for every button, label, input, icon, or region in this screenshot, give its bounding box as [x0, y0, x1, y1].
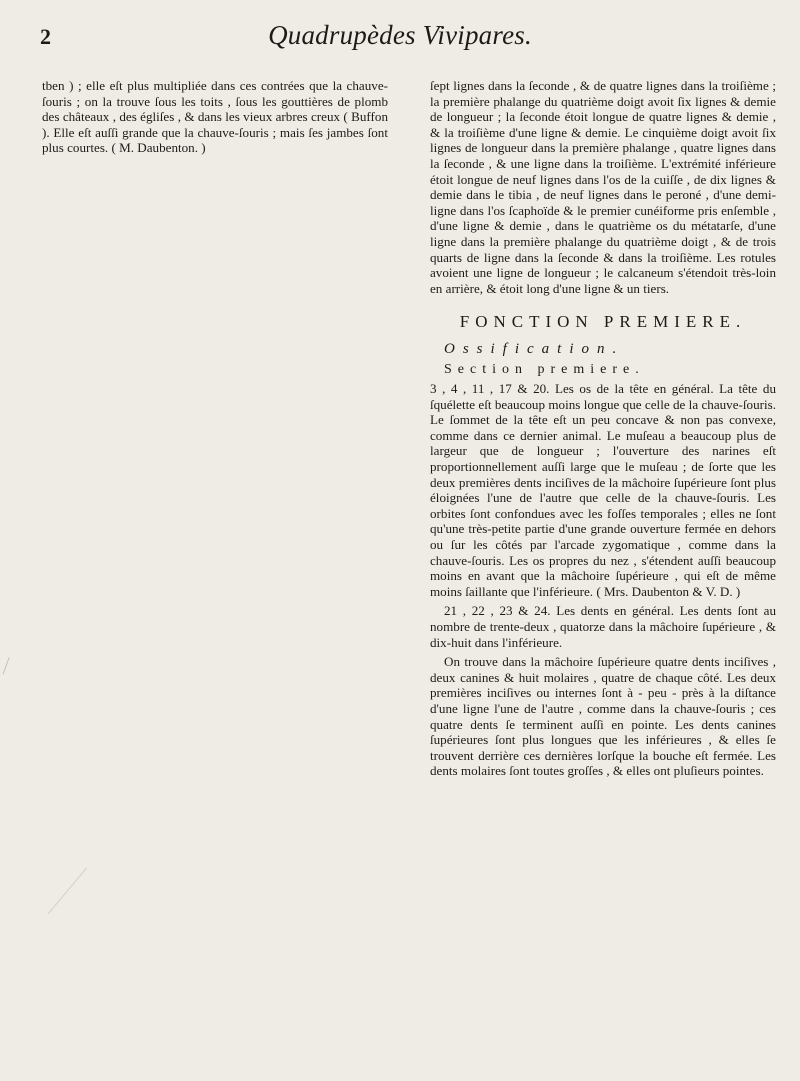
paragraph: 3 , 4 , 11 , 17 & 20. Les os de la tête en général. La tête du ſquélette eſt beaucoup moins longue que celle de la chauve-ſouris. Le ſommet de la tête eſt un peu concave & non pas convexe, comme dans ce dernier animal. Le muſeau a beaucoup plus de largeur que de longueur ; l'ouverture des narines eſt proportionnellement auſſi large que le muſeau ; de ſorte que les deux premières dents inciſives de la mâchoire ſupérieure ſont plus éloignées l'une de l'autre que celle de la chauve-ſouris. Les orbites ſont confondues avec les foſſes temporales ; elles ne ſont qu'une très-petite partie d'une grande ouverture fermée en dehors ou ſur les côtés par l'arcade zygomatique , comme dans la chauve-ſouris. Les os propres du nez , s'étendent auſſi beaucoup moins en avant que la mâchoire ſupérieure , qui eſt de même moins ſaillante que l'inférieure. ( Mrs. Daubenton & V. D. )	[430, 381, 776, 599]
paragraph: On trouve dans la mâchoire ſupérieure quatre dents inciſives , deux canines & huit molaires , quatre de chaque côté. Les deux premières inciſives ou internes ſont à - peu - près à la diſtance d'une ligne l'une de l'autre , comme dans la chauve-ſouris ; ces quatre dents ſe terminent auſſi en pointe. Les dents canines ſupérieures ſont plus longues que les inférieures , & elles ſe trouvent derrière ces dernières lorſque la bouche eſt fermée. Les dents molaires ſont toutes groſſes , & elles ont pluſieurs pointes.	[430, 654, 776, 779]
paragraph: 21 , 22 , 23 & 24. Les dents en général. Les dents ſont au nombre de trente-deux , quatorze dans la mâchoire ſupérieure , & dix-huit dans l'inférieure.	[430, 603, 776, 650]
margin-mark	[2, 657, 26, 680]
page-header	[40, 18, 760, 58]
paragraph: tben ) ; elle eſt plus multipliée dans ces contrées que la chauve-ſouris ; on la trouve ſous les toits , ſous les gouttières de plomb des châteaux , des égliſes , & dans les vieux arbres creux ( Buffon ). Elle eſt auſſi grande que la chauve-ſouris ; mais ſes jambes ſont plus courtes. ( M. Daubenton. )	[42, 78, 388, 156]
fonction-heading: FONCTION PREMIERE.	[459, 312, 747, 332]
right-column	[430, 78, 776, 783]
paragraph: ſept lignes dans la ſeconde , & de quatre lignes dans la troiſième ; la première phalange du quatrième doigt avoit ſix lignes & demie de longueur ; la ſeconde étoit longue de quatre lignes & demie , & la troiſième d'une ligne & demie. Le cinquième doigt avoit ſix lignes de longueur dans la première phalange , quatre lignes dans la ſeconde , & une ligne dans la troiſième. L'extrémité inférieure étoit longue de neuf lignes dans l'os de la cuiſſe , de dix lignes & demie dans le tibia , de neuf lignes dans le peroné , d'une demi-ligne dans l'os ſcaphoïde & le premier cunéiforme pris enſemble , d'une ligne & demie , dans le quatrième os du métatarſe, d'une ligne dans la première phalange du quatrième doigt , & de trois quarts de ligne dans la ſeconde & dans la troiſième. Les rotules avoient une ligne de longueur ; le calcaneum s'étendoit très-loin en arrière, & étoit long d'une ligne & un tiers.	[430, 78, 776, 296]
running-title: Quadrupèdes Vivipares.	[268, 20, 532, 50]
page-number: 2	[40, 24, 51, 49]
ossification-heading: Ossification.	[444, 340, 625, 357]
section-heading: Section premiere.	[444, 361, 645, 377]
margin-mark	[48, 867, 133, 952]
left-column	[42, 78, 388, 160]
